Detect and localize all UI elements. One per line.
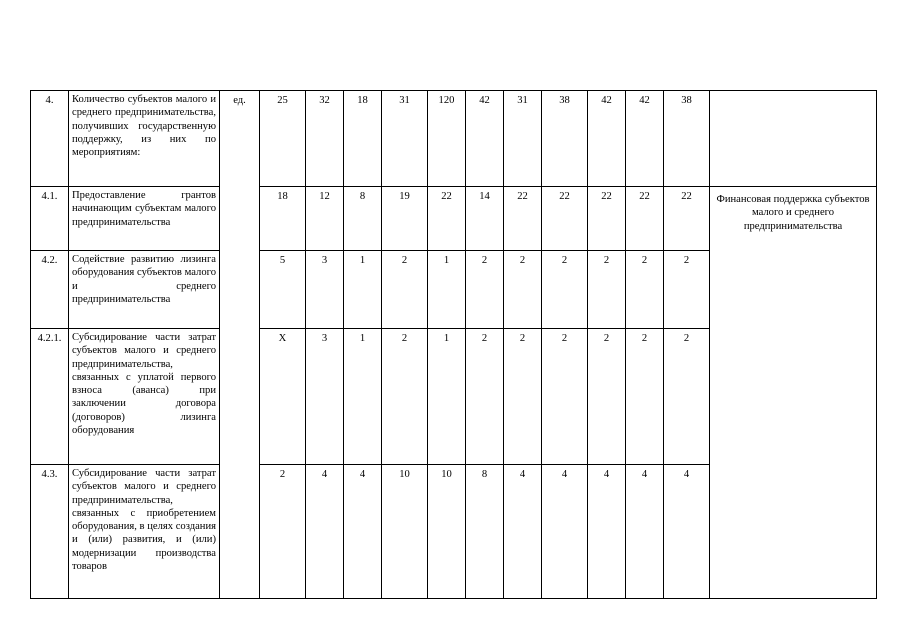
value-cell: 25 — [260, 91, 306, 187]
value-cell: 2 — [466, 251, 504, 329]
value-cell: 2 — [588, 251, 626, 329]
value-cell: 38 — [664, 91, 710, 187]
value-cell: 1 — [344, 251, 382, 329]
value-cell: 3 — [306, 329, 344, 465]
value-cell: 1 — [428, 251, 466, 329]
value-cell: 4 — [542, 465, 588, 599]
row-name: Субсидирование части затрат субъектов малого и среднего предпринимательства, связанных с уплатой первого взноса (аванса) при заключении договора (договоров) лизинга оборудования — [69, 329, 220, 465]
value-cell: 31 — [504, 91, 542, 187]
unit-cell: ед. — [220, 91, 260, 599]
row-number: 4.2.1. — [31, 329, 69, 465]
row-name: Количество субъектов малого и среднего предпринимательства, получивших государственную поддержку, из них по мероприятиям: — [69, 91, 220, 187]
value-cell: 19 — [382, 187, 428, 251]
value-cell: 10 — [382, 465, 428, 599]
value-cell: 18 — [344, 91, 382, 187]
value-cell: 10 — [428, 465, 466, 599]
value-cell: 22 — [504, 187, 542, 251]
value-cell: 22 — [588, 187, 626, 251]
value-cell: X — [260, 329, 306, 465]
value-cell: 4 — [504, 465, 542, 599]
value-cell: 2 — [260, 465, 306, 599]
value-cell: 31 — [382, 91, 428, 187]
value-cell: 42 — [466, 91, 504, 187]
value-cell: 1 — [428, 329, 466, 465]
value-cell: 2 — [542, 251, 588, 329]
value-cell: 2 — [664, 329, 710, 465]
row-number: 4.2. — [31, 251, 69, 329]
row-number: 4.1. — [31, 187, 69, 251]
value-cell: 14 — [466, 187, 504, 251]
value-cell: 4 — [588, 465, 626, 599]
row-number: 4. — [31, 91, 69, 187]
value-cell: 4 — [344, 465, 382, 599]
row-name: Содействие развитию лизинга оборудования субъектов малого и среднего предпринимательства — [69, 251, 220, 329]
value-cell: 2 — [588, 329, 626, 465]
value-cell: 4 — [626, 465, 664, 599]
value-cell: 22 — [664, 187, 710, 251]
value-cell: 38 — [542, 91, 588, 187]
note-cell: Финансовая поддержка субъектов малого и среднего предпринимательства — [710, 187, 877, 599]
value-cell: 22 — [428, 187, 466, 251]
value-cell: 2 — [466, 329, 504, 465]
value-cell: 2 — [664, 251, 710, 329]
note-cell — [710, 91, 877, 187]
value-cell: 8 — [466, 465, 504, 599]
value-cell: 12 — [306, 187, 344, 251]
value-cell: 18 — [260, 187, 306, 251]
value-cell: 2 — [382, 329, 428, 465]
value-cell: 2 — [626, 329, 664, 465]
indicators-table — [30, 90, 877, 599]
value-cell: 5 — [260, 251, 306, 329]
value-cell: 2 — [504, 251, 542, 329]
row-name: Субсидирование части затрат субъектов малого и среднего предпринимательства, связанных с приобретением оборудования, в целях создания и (или) развития, и (или) модернизации производства товаров — [69, 465, 220, 599]
value-cell: 22 — [626, 187, 664, 251]
table-row — [31, 91, 877, 187]
value-cell: 2 — [542, 329, 588, 465]
value-cell: 32 — [306, 91, 344, 187]
value-cell: 42 — [588, 91, 626, 187]
value-cell: 1 — [344, 329, 382, 465]
row-name: Предоставление грантов начинающим субъектам малого предпринимательства — [69, 187, 220, 251]
value-cell: 2 — [626, 251, 664, 329]
value-cell: 4 — [306, 465, 344, 599]
value-cell: 2 — [382, 251, 428, 329]
value-cell: 2 — [504, 329, 542, 465]
table-row — [31, 187, 877, 251]
value-cell: 8 — [344, 187, 382, 251]
value-cell: 42 — [626, 91, 664, 187]
row-number: 4.3. — [31, 465, 69, 599]
value-cell: 4 — [664, 465, 710, 599]
value-cell: 22 — [542, 187, 588, 251]
value-cell: 120 — [428, 91, 466, 187]
value-cell: 3 — [306, 251, 344, 329]
